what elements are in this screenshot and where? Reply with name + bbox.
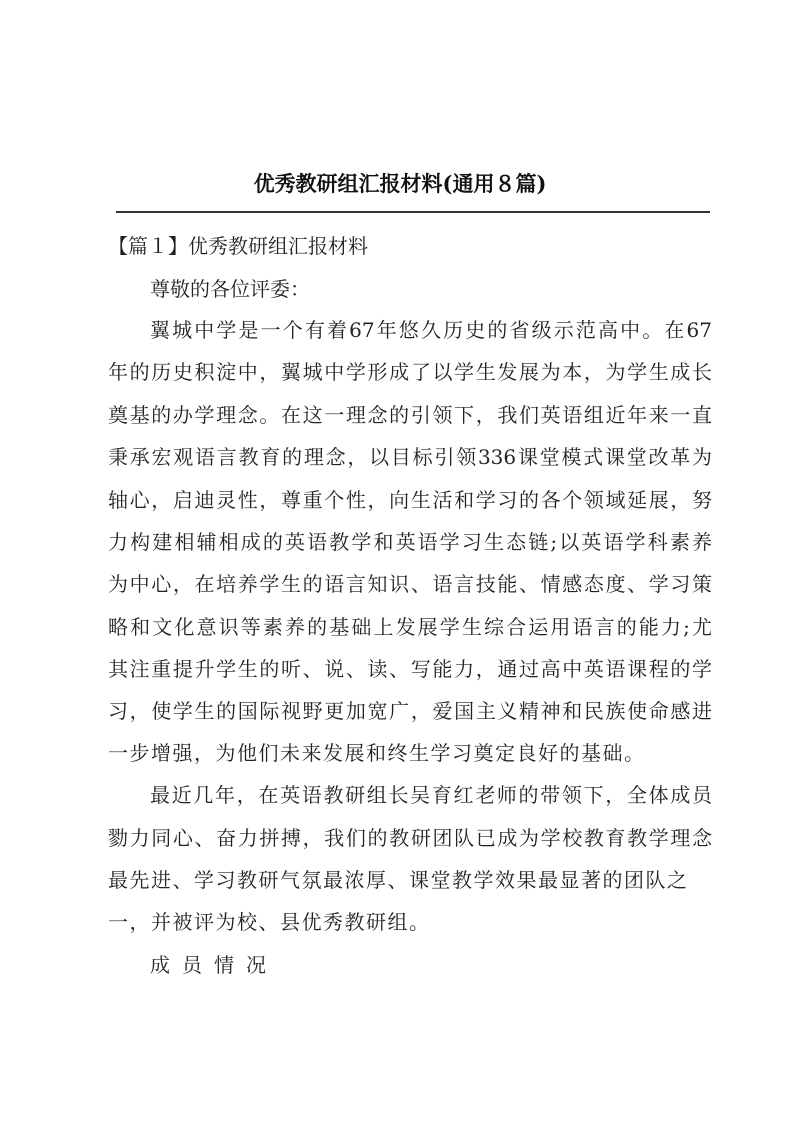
paragraph-line: 勠力同心、奋力拼搏，我们的教研团队已成为学校教育教学理念: [108, 826, 712, 850]
paragraph-line: 轴心，启迪灵性，尊重个性，向生活和学习的各个领域延展，努: [108, 488, 712, 512]
paragraph-line: 秉承宏观语言教育的理念，以目标引领336课堂模式课堂改革为: [108, 445, 712, 469]
paragraph-line: 一，并被评为校、县优秀教研组。: [108, 910, 431, 934]
section-heading: 【篇１】优秀教研组汇报材料: [108, 234, 368, 258]
paragraph-line: 力构建相辅相成的英语教学和英语学习生态链;以英语学科素养: [108, 530, 712, 554]
paragraph-line: 最近几年，在英语教研组长吴育红老师的带领下，全体成员: [150, 783, 712, 807]
salutation: 尊敬的各位评委：: [150, 277, 310, 301]
document-title: 优秀教研组汇报材料(通用８篇): [253, 171, 547, 196]
members-heading: 成员情况: [150, 953, 278, 977]
paragraph-line: 为中心，在培养学生的语言知识、语言技能、情感态度、学习策: [108, 572, 712, 596]
paragraph-line: 年的历史积淀中，翼城中学形成了以学生发展为本，为学生成长: [108, 360, 712, 384]
paragraph-line: 一步增强，为他们未来发展和终生学习奠定良好的基础。: [108, 741, 646, 765]
paragraph-line: 略和文化意识等素养的基础上发展学生综合运用语言的能力;尤: [108, 615, 712, 639]
paragraph-line: 其注重提升学生的听、说、读、写能力，通过高中英语课程的学: [108, 657, 712, 681]
paragraph-line: 最先进、学习教研气氛最浓厚、课堂教学效果最显著的团队之: [108, 868, 689, 892]
paragraph-line: 翼城中学是一个有着67年悠久历史的省级示范高中。在67: [150, 318, 712, 342]
paragraph-line: 习，使学生的国际视野更加宽广，爱国主义精神和民族使命感进: [108, 699, 712, 723]
title-divider: [116, 211, 710, 213]
paragraph-line: 奠基的办学理念。在这一理念的引领下，我们英语组近年来一直: [108, 403, 712, 427]
